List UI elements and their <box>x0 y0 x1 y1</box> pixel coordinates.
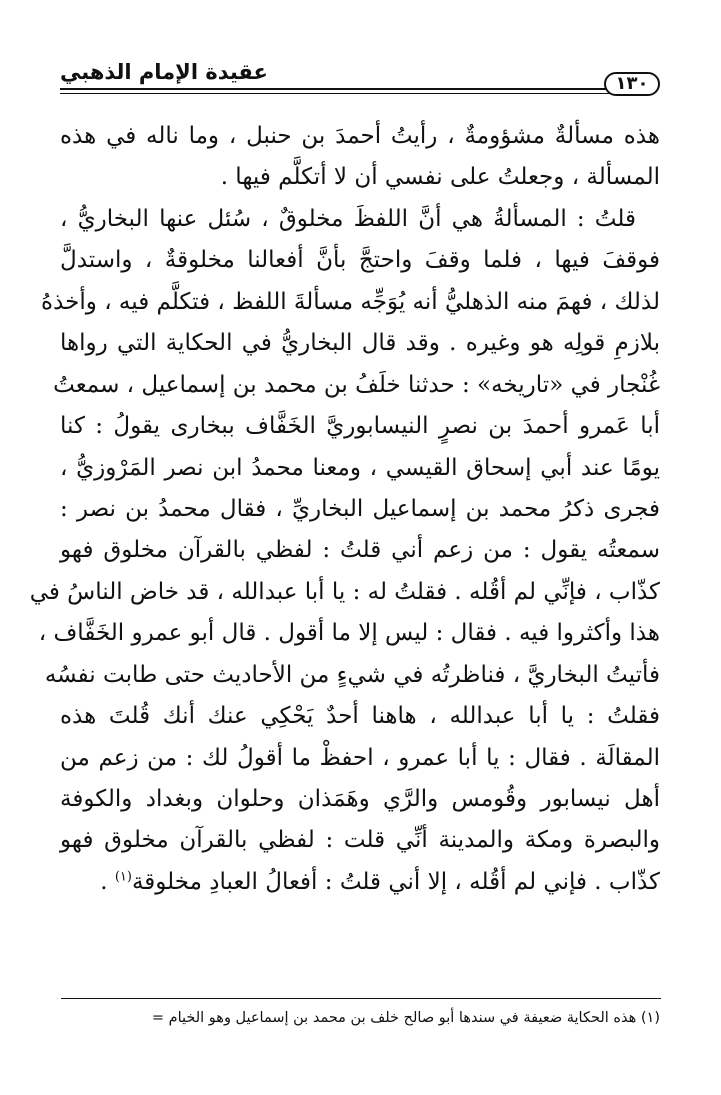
text-line: فوقفَ فيها ، فلما وقفَ واحتجَّ بأنَّ أفعالنا مخلوقةٌ ، واستدلَّ <box>60 247 660 274</box>
text-line: أهل نيسابور وقُومس والرَّي وهَمَذان وحلوان وبغداد والكوفة <box>60 786 660 812</box>
footnote-text: (١) هذه الحكاية ضعيفة في سندها أبو صالح خلف بن محمد بن إسماعيل وهو الخيام = <box>151 1010 660 1026</box>
text-line: فجرى ذكرُ محمد بن إسماعيل البخاريِّ ، فقال محمدُ بن نصر : <box>60 495 660 522</box>
footnote-reference[interactable]: (١) <box>114 869 132 885</box>
text-line: كذّاب ، فإنِّي لم أقُله . فقلتُ له : يا أبا عبدالله ، قد خاض الناسُ في <box>29 578 660 605</box>
main-text <box>29 116 660 903</box>
book-title: عقيدة الإمام الذهبي <box>60 60 268 84</box>
text-line: يومًا عند أبي إسحاق القيسي ، ومعنا محمدُ ابن نصر المَرْوزيُّ ، <box>60 454 660 481</box>
page-number: ١٣٠ <box>604 72 660 96</box>
text-line: أبا عَمرو أحمدَ بن نصرٍ النيسابوريَّ الخَفَّاف ببخارى يقولُ : كنا <box>60 413 660 440</box>
text-line: هذه مسألةٌ مشؤومةٌ ، رأيتُ أحمدَ بن حنبل ، وما ناله في هذه <box>60 123 660 149</box>
text-line: هذا وأكثروا فيه . فقال : ليس إلا ما أقول . قال أبو عمرو الخَفَّاف ، <box>38 620 660 647</box>
text-line: قلتُ : المسألةُ هي أنَّ اللفظَ مخلوقٌ ، سُئل عنها البخاريُّ ، <box>60 205 636 232</box>
header-rule <box>60 88 620 90</box>
text-line-content: كذّاب . فإني لم أقُله ، إلا أني قلتُ : أفعالُ العبادِ مخلوقة <box>131 868 660 895</box>
text-line: غُنْجار في «تاريخه» : حدثنا خلَفُ بن محمد بن إسماعيل ، سمعتُ <box>53 371 660 398</box>
text-line: المقالَة . فقال : يا أبا عمرو ، احفظْ ما أقولُ لك : من زعم من <box>60 744 660 771</box>
text-line-end: . <box>100 868 108 895</box>
text-line: بلازمِ قولِه هو وغيره . وقد قال البخاريُّ في الحكاية التي رواها <box>60 330 660 357</box>
text-line: سمعتُه يقول : من زعم أني قلتُ : لفظي بالقرآن مخلوق فهو <box>60 537 660 564</box>
text-line: المسألة ، وجعلتُ على نفسي أن لا أتكلَّم فيها . <box>220 164 660 191</box>
header-rule-thin <box>60 93 620 94</box>
text-line: لذلك ، فهمَ منه الذهليُّ أنه يُوَجِّه مسألةَ اللفظ ، فتكلَّم فيه ، وأخذهُ <box>41 288 660 315</box>
text-line-with-footnote-ref <box>60 862 660 903</box>
text-line: فقلتُ : يا أبا عبدالله ، هاهنا أحدٌ يَحْكِي عنك أنك قُلتَ هذه <box>60 703 660 730</box>
footnote-divider <box>61 998 661 999</box>
page-header <box>60 58 660 98</box>
text-line: والبصرة ومكة والمدينة أنِّي قلت : لفظي بالقرآن مخلوق فهو <box>60 827 660 854</box>
text-line: فأتيتُ البخاريَّ ، فناظرتُه في شيءٍ من الأحاديث حتى طابت نفسُه <box>44 661 660 688</box>
